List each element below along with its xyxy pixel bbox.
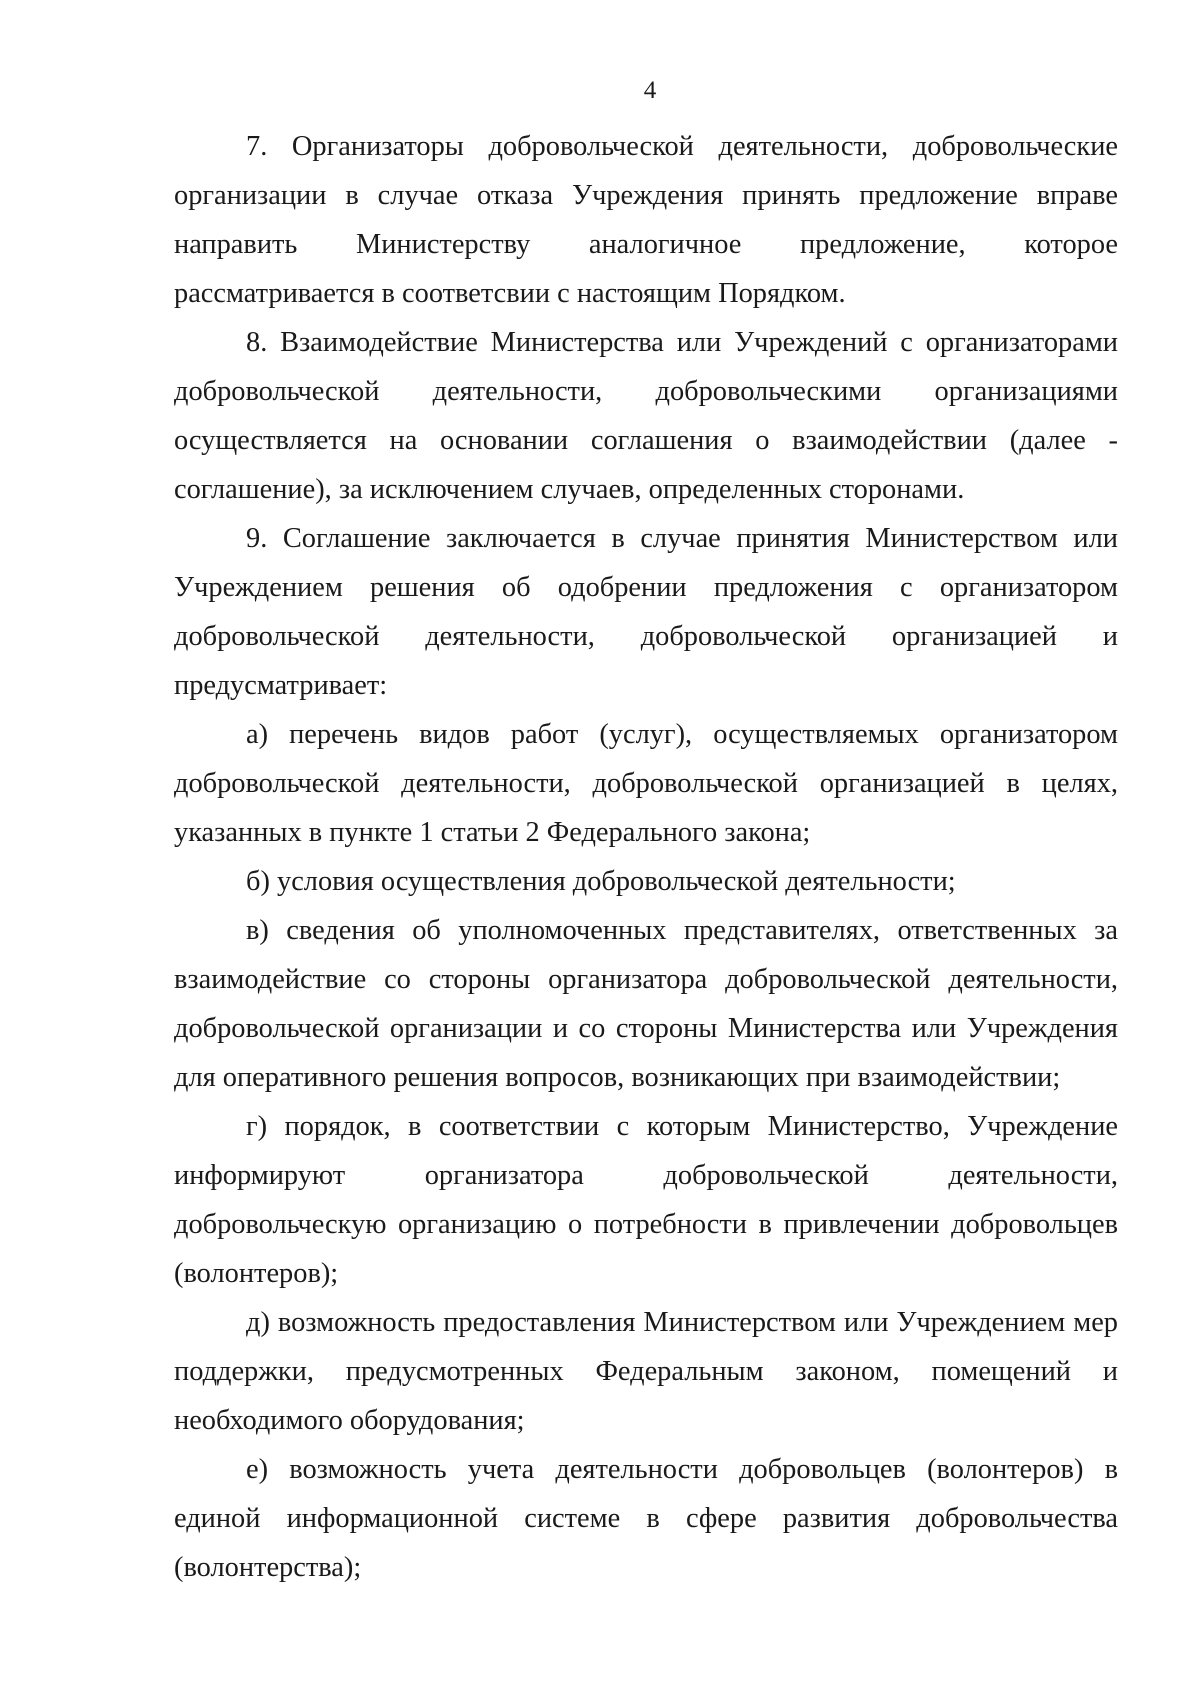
list-item-b: б) условия осуществления добровольческой деятельности; [246, 866, 956, 897]
list-item-d: д) возможность предоставления Министерством или Учреждением мер поддержки, предусмотренных Федеральным законом, помещений и необходимого оборудования; [174, 1307, 1118, 1436]
list-item-e: е) возможность учета деятельности добровольцев (волонтеров) в единой информационной системе в сфере развития добровольчества (волонтерства); [174, 1454, 1118, 1583]
paragraph-9: 9. Соглашение заключается в случае принятия Министерством или Учреждением решения об одобрении предложения с организатором добровольческой деятельности, добровольческой организацией и предусматривает: [174, 523, 1118, 701]
document-body [174, 122, 1118, 1592]
paragraph-8: 8. Взаимодействие Министерства или Учреждений с организаторами добровольческой деятельности, добровольческими организациями осуществляется на основании соглашения о взаимодействии (далее - соглашение), за исключением случаев, определенных сторонами. [174, 327, 1118, 505]
list-item-v: в) сведения об уполномоченных представителях, ответственных за взаимодействие со стороны организатора добровольческой деятельности, добровольческой организации и со стороны Министерства или Учреждения для оперативного решения вопросов, возникающих при взаимодействии; [174, 915, 1118, 1093]
page-number: 4 [643, 77, 657, 104]
paragraph-7: 7. Организаторы добровольческой деятельности, добровольческие организации в случае отказа Учреждения принять предложение вправе направить Министерству аналогичное предложение, которое рассматривается в соответсвии с настоящим Порядком. [174, 131, 1118, 309]
list-item-a: а) перечень видов работ (услуг), осуществляемых организатором добровольческой деятельности, добровольческой организацией в целях, указанных в пункте 1 статьи 2 Федерального закона; [174, 719, 1118, 848]
list-item-g: г) порядок, в соответствии с которым Министерство, Учреждение информируют организатора добровольческой деятельности, добровольческую организацию о потребности в привлечении добровольцев (волонтеров); [174, 1111, 1118, 1289]
